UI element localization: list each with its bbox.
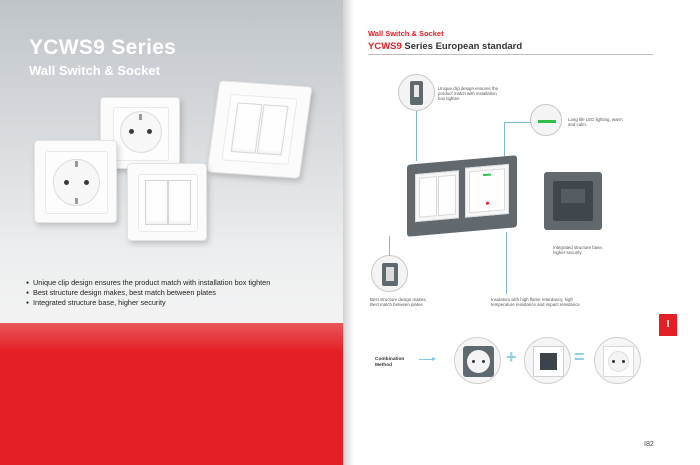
combo-socket-module <box>454 337 501 384</box>
callout-clip: Unique clip design ensures the product match with installation box tighten <box>438 86 499 102</box>
feature-item: ● Best structure design makes, best match between plates <box>26 288 270 298</box>
left-page <box>0 0 343 465</box>
detail-structure-circle <box>371 255 408 292</box>
section-tab: I <box>659 314 677 336</box>
combination-label-line: Method <box>375 362 393 368</box>
callout-structure: Best structure design makes, Best match between plates <box>370 297 427 308</box>
page-title: YCWS9 Series <box>29 36 177 59</box>
leader-line <box>506 232 507 294</box>
switch-plate-angled <box>207 80 313 179</box>
arrow-right-icon <box>419 359 433 360</box>
heading-rule <box>368 54 653 55</box>
combination-label <box>375 357 404 368</box>
series-description: Series European standard <box>401 41 523 52</box>
feature-item: ● Unique clip design ensures the product match with installation box tighten <box>26 278 270 288</box>
leader-line <box>416 111 417 161</box>
switch-module-pair <box>407 155 517 237</box>
red-band <box>0 323 343 465</box>
feature-list <box>26 278 270 308</box>
base-module <box>544 172 602 230</box>
combo-finished-socket <box>594 337 641 384</box>
equals-icon: = <box>574 347 585 367</box>
page-number: I82 <box>644 441 654 448</box>
switch-plate-front <box>127 163 207 241</box>
detail-clip-circle <box>398 74 435 111</box>
socket-plate-front <box>34 140 117 223</box>
page-gutter <box>343 0 354 465</box>
page-subtitle: Wall Switch & Socket <box>29 63 160 78</box>
leader-line <box>504 122 531 123</box>
category-label: Wall Switch & Socket <box>368 29 444 38</box>
right-page <box>354 0 700 465</box>
callout-led: Long life LED lighting, warm and calm. <box>568 117 623 128</box>
combination-label-line: Combination <box>375 357 405 362</box>
feature-item: ● Integrated structure base, higher security <box>26 298 270 308</box>
plus-icon: + <box>506 347 517 367</box>
detail-led-circle <box>530 104 562 136</box>
leader-line <box>389 236 390 256</box>
series-code: YCWS9 <box>368 41 402 52</box>
callout-base: Integrated structure base, higher security <box>553 245 604 256</box>
series-heading <box>368 41 522 52</box>
callout-insulators: Insulators with high flame retardancy, high temperature resistance and impact resistance <box>491 297 580 308</box>
combo-frame <box>524 337 571 384</box>
